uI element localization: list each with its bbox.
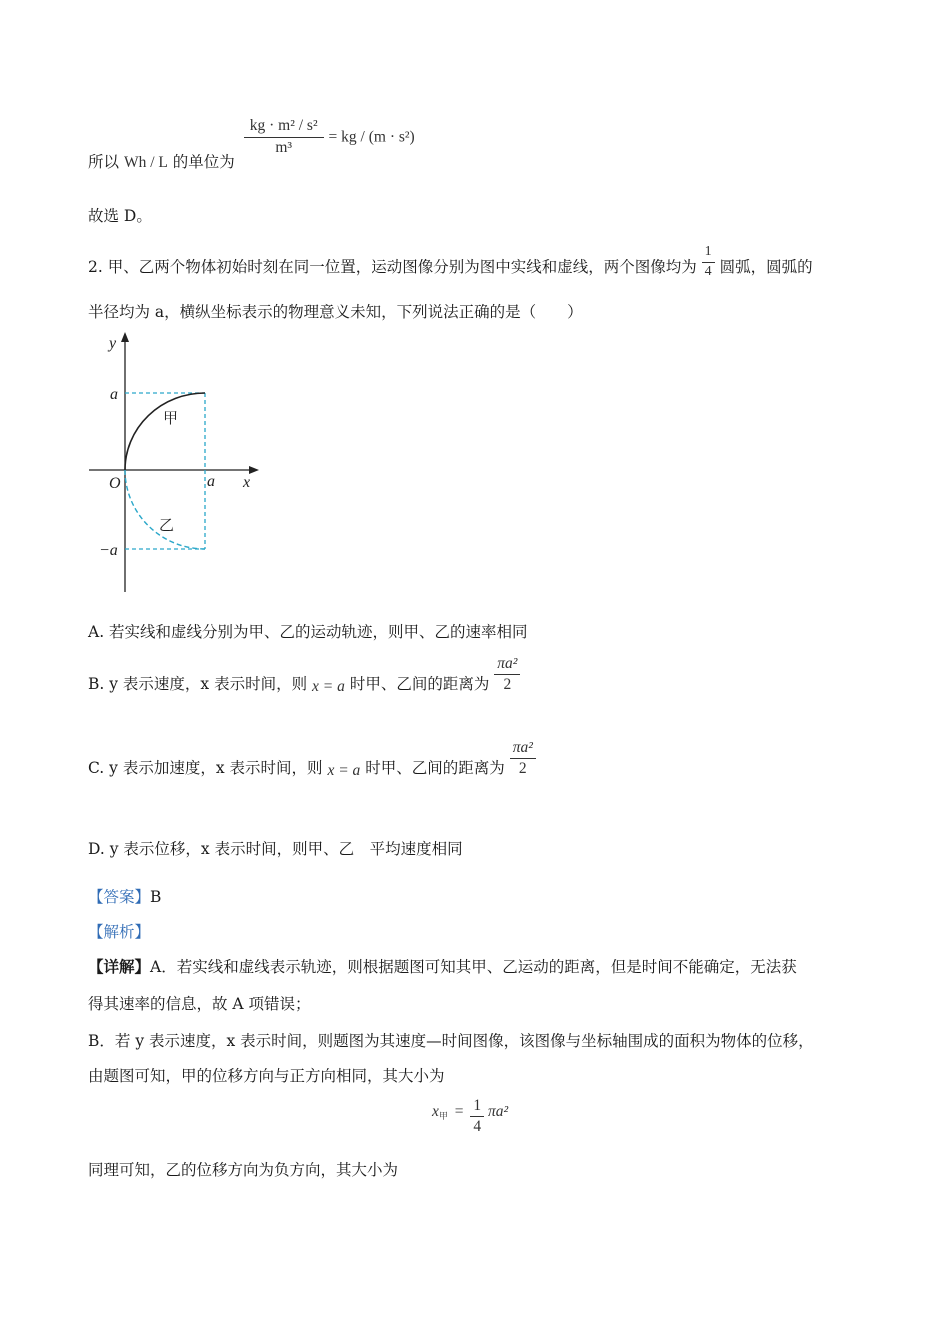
option-b-cond: x = a [312, 677, 345, 695]
detail-line-2: 得其速率的信息，故 A 项错误； [88, 995, 311, 1013]
answer-value: B [150, 888, 162, 906]
question-line1-a: 2. 甲、乙两个物体初始时刻在同一位置，运动图像分别为图中实线和虚线，两个图像均为 [88, 258, 697, 277]
quarter-num: 1 [702, 245, 715, 263]
answer-line [88, 885, 161, 907]
arc-jia [125, 393, 205, 470]
question-line-2: 半径均为 a，横纵坐标表示的物理意义未知，下列说法正确的是（ ） [88, 303, 583, 321]
y-axis-arrow [121, 332, 129, 342]
question-line-1 [88, 245, 813, 279]
analysis-tag: 【解析】 [88, 923, 151, 941]
option-d: D. y 表示位移，x 表示时间，则甲、乙 平均速度相同 [88, 840, 463, 858]
option-a: A. 若实线和虚线分别为甲、乙的运动轨迹，则甲、乙的速率相同 [88, 623, 528, 641]
units-line [88, 117, 415, 172]
option-c-num: πa² [510, 740, 536, 759]
units-frac-num: kg · m² / s² [244, 118, 324, 138]
option-b-pre: B. y 表示速度，x 表示时间，则 [88, 674, 308, 693]
y-axis-label: y [109, 335, 117, 352]
a-top-label: a [110, 386, 118, 403]
detail-line-4: 由题图可知，甲的位移方向与正方向相同，其大小为 [88, 1067, 445, 1085]
option-b-post: 时甲、乙间的距离为 [349, 674, 490, 693]
quarter-fraction [702, 245, 715, 279]
formula-fraction [470, 1098, 484, 1136]
formula-den: 4 [473, 1118, 482, 1136]
option-b-den: 2 [503, 676, 512, 694]
formula-num: 1 [470, 1098, 484, 1117]
neg-a-label: −a [99, 542, 118, 559]
option-c-den: 2 [518, 760, 527, 778]
quarter-den: 4 [704, 263, 712, 279]
units-result: = kg / (m · s²) [328, 128, 415, 146]
formula-sub: 甲 [438, 1112, 448, 1123]
units-frac-den: m³ [275, 139, 293, 157]
jia-label: 甲 [163, 409, 179, 427]
option-b-fraction [494, 656, 520, 694]
option-c-pre: C. y 表示加速度，x 表示时间，则 [88, 758, 323, 777]
option-b [88, 656, 520, 694]
units-expr: Wh / L [123, 154, 168, 172]
answer-tag: 【答案】 [88, 888, 151, 906]
units-mid: 的单位为 [172, 153, 235, 172]
option-b-num: πa² [494, 656, 520, 675]
question-line1-b: 圆弧，圆弧的 [719, 258, 813, 277]
origin-label: O [109, 475, 121, 492]
option-c [88, 740, 536, 778]
a-right-label: a [207, 473, 215, 490]
detail-line-5: 同理可知，乙的位移方向为负方向，其大小为 [88, 1161, 399, 1179]
formula-lhs: x [432, 1103, 439, 1121]
detail-tag: 【详解】 [88, 957, 151, 976]
displacement-formula [432, 1098, 508, 1136]
x-axis-label: x [243, 474, 251, 491]
choose-line: 故选 D。 [88, 207, 152, 225]
units-prefix: 所以 [88, 153, 120, 172]
units-fraction [244, 118, 324, 157]
x-axis-arrow [249, 466, 259, 474]
detail-line-3: B．若 y 表示速度，x 表示时间，则题图为其速度—时间图像，该图像与坐标轴围成的面积为物体的位移， [88, 1032, 814, 1050]
option-c-cond: x = a [327, 761, 361, 779]
option-c-fraction [510, 740, 536, 778]
detail-line-1 [88, 955, 797, 977]
formula-eq: = [454, 1103, 464, 1121]
arc-yi [125, 470, 205, 549]
option-c-post: 时甲、乙间的距离为 [365, 758, 505, 777]
arc-figure [85, 330, 270, 600]
yi-label: 乙 [159, 516, 175, 534]
formula-rhs: πa² [488, 1103, 509, 1121]
detail-line1-text: A．若实线和虚线表示轨迹，则根据题图可知其甲、乙运动的距离，但是时间不能确定，无法获 [150, 958, 797, 976]
